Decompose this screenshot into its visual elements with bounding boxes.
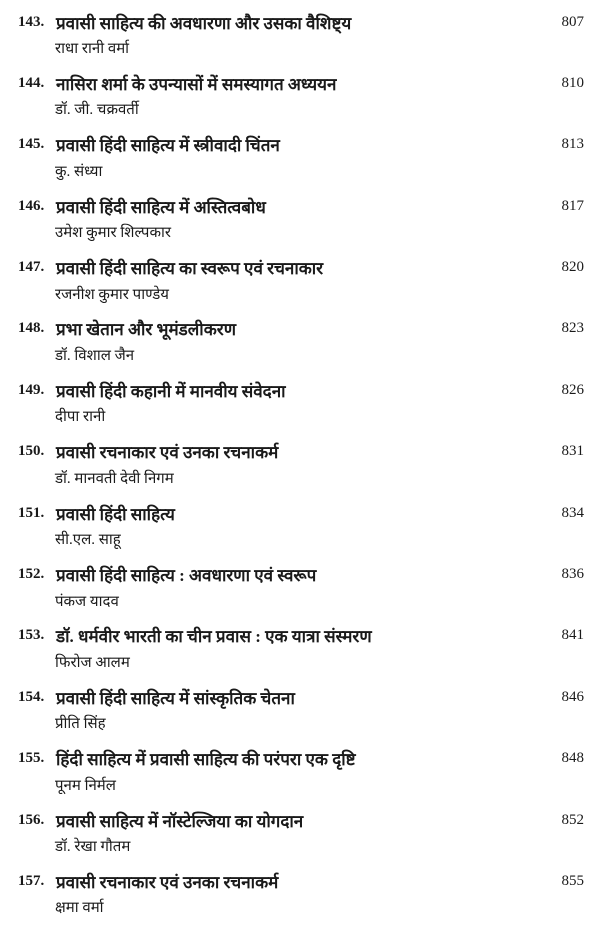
- chapter-number: 150.: [18, 443, 45, 460]
- chapter-title: प्रवासी हिंदी साहित्य: [56, 504, 175, 524]
- chapter-number: 143.: [18, 13, 45, 30]
- chapter-number: 156.: [18, 811, 45, 828]
- page-number: 813: [561, 136, 584, 153]
- toc-title-line: [18, 8, 584, 36]
- chapter-number: 147.: [18, 259, 45, 276]
- toc-entry: [0, 745, 600, 806]
- chapter-number: 153.: [18, 627, 45, 644]
- toc-title-line: [18, 69, 584, 97]
- chapter-author: पंकज यादव: [55, 593, 119, 610]
- table-of-contents: [0, 8, 600, 929]
- chapter-title: प्रवासी हिंदी साहित्य में सांस्कृतिक चेतना: [56, 688, 295, 708]
- page-number: 846: [561, 688, 584, 705]
- page-number: 834: [561, 504, 584, 521]
- chapter-number: 144.: [18, 74, 45, 91]
- chapter-author: पूनम निर्मल: [55, 777, 116, 794]
- toc-title-line: [18, 867, 584, 895]
- chapter-author: सी.एल. साहू: [55, 532, 121, 549]
- chapter-author: प्रीति सिंह: [55, 716, 106, 733]
- page-number: 855: [561, 872, 584, 889]
- toc-entry: [0, 561, 600, 622]
- page-number: 836: [561, 566, 584, 583]
- chapter-author: क्षमा वर्मा: [55, 900, 104, 917]
- page-number: 820: [561, 259, 584, 276]
- chapter-title: प्रवासी हिंदी कहानी में मानवीय संवेदना: [56, 381, 286, 401]
- toc-entry: [0, 867, 600, 928]
- chapter-number: 155.: [18, 750, 45, 767]
- toc-entry: [0, 622, 600, 683]
- toc-title-line: [18, 254, 584, 282]
- toc-entry: [0, 254, 600, 315]
- toc-entry: [0, 376, 600, 437]
- toc-title-line: [18, 622, 584, 650]
- chapter-title: नासिरा शर्मा के उपन्यासों में समस्यागत अध्ययन: [56, 74, 337, 94]
- toc-entry: [0, 499, 600, 560]
- chapter-author: कु. संध्या: [55, 163, 103, 180]
- chapter-number: 151.: [18, 504, 45, 521]
- chapter-number: 146.: [18, 197, 45, 214]
- chapter-number: 148.: [18, 320, 45, 337]
- toc-entry: [0, 683, 600, 744]
- chapter-author: डॉ. विशाल जैन: [55, 347, 135, 364]
- chapter-number: 152.: [18, 566, 45, 583]
- chapter-title: प्रवासी हिंदी साहित्य में अस्तित्वबोध: [56, 197, 266, 217]
- page-number: 852: [561, 811, 584, 828]
- toc-title-line: [18, 192, 584, 220]
- chapter-number: 154.: [18, 688, 45, 705]
- chapter-title: प्रवासी साहित्य की अवधारणा और उसका वैशिष्ट्य: [56, 13, 352, 33]
- toc-entry: [0, 806, 600, 867]
- toc-title-line: [18, 315, 584, 343]
- toc-entry: [0, 315, 600, 376]
- chapter-number: 149.: [18, 381, 45, 398]
- chapter-number: 145.: [18, 136, 45, 153]
- chapter-author: फिरोज आलम: [55, 654, 130, 671]
- toc-title-line: [18, 131, 584, 159]
- chapter-title: प्रवासी रचनाकार एवं उनका रचनाकर्म: [56, 872, 279, 892]
- chapter-title: प्रवासी साहित्य में नॉस्टेल्जिया का योगदान: [56, 811, 304, 831]
- page-number: 807: [561, 13, 584, 30]
- toc-title-line: [18, 806, 584, 834]
- toc-title-line: [18, 561, 584, 589]
- toc-entry: [0, 8, 600, 69]
- page-number: 826: [561, 381, 584, 398]
- chapter-author: दीपा रानी: [55, 409, 106, 426]
- page-number: 817: [561, 197, 584, 214]
- chapter-title: प्रभा खेतान और भूमंडलीकरण: [56, 320, 236, 340]
- page-number: 810: [561, 74, 584, 91]
- page-number: 823: [561, 320, 584, 337]
- chapter-title: प्रवासी हिंदी साहित्य : अवधारणा एवं स्वरूप: [56, 566, 317, 586]
- chapter-title: हिंदी साहित्य में प्रवासी साहित्य की परंपरा एक दृष्टि: [56, 750, 356, 770]
- chapter-number: 157.: [18, 872, 45, 889]
- toc-title-line: [18, 745, 584, 773]
- chapter-title: प्रवासी हिंदी साहित्य में स्त्रीवादी चिंतन: [56, 136, 280, 156]
- toc-entry: [0, 192, 600, 253]
- toc-title-line: [18, 376, 584, 404]
- chapter-title: डॉ. धर्मवीर भारती का चीन प्रवास : एक यात्रा संस्मरण: [56, 627, 372, 647]
- toc-title-line: [18, 438, 584, 466]
- chapter-title: प्रवासी रचनाकार एवं उनका रचनाकर्म: [56, 443, 279, 463]
- chapter-author: रजनीश कुमार पाण्डेय: [55, 286, 169, 303]
- toc-title-line: [18, 683, 584, 711]
- chapter-author: डॉ. मानवती देवी निगम: [55, 470, 174, 487]
- page-number: 831: [561, 443, 584, 460]
- page-number: 848: [561, 750, 584, 767]
- toc-title-line: [18, 499, 584, 527]
- chapter-author: डॉ. जी. चक्रवर्ती: [55, 102, 139, 119]
- toc-entry: [0, 131, 600, 192]
- chapter-author: उमेश कुमार शिल्पकार: [55, 225, 171, 242]
- chapter-title: प्रवासी हिंदी साहित्य का स्वरूप एवं रचनाकार: [56, 259, 324, 279]
- page-number: 841: [561, 627, 584, 644]
- toc-entry: [0, 69, 600, 130]
- toc-entry: [0, 438, 600, 499]
- chapter-author: राधा रानी वर्मा: [55, 41, 130, 57]
- chapter-author: डॉ. रेखा गौतम: [55, 839, 131, 856]
